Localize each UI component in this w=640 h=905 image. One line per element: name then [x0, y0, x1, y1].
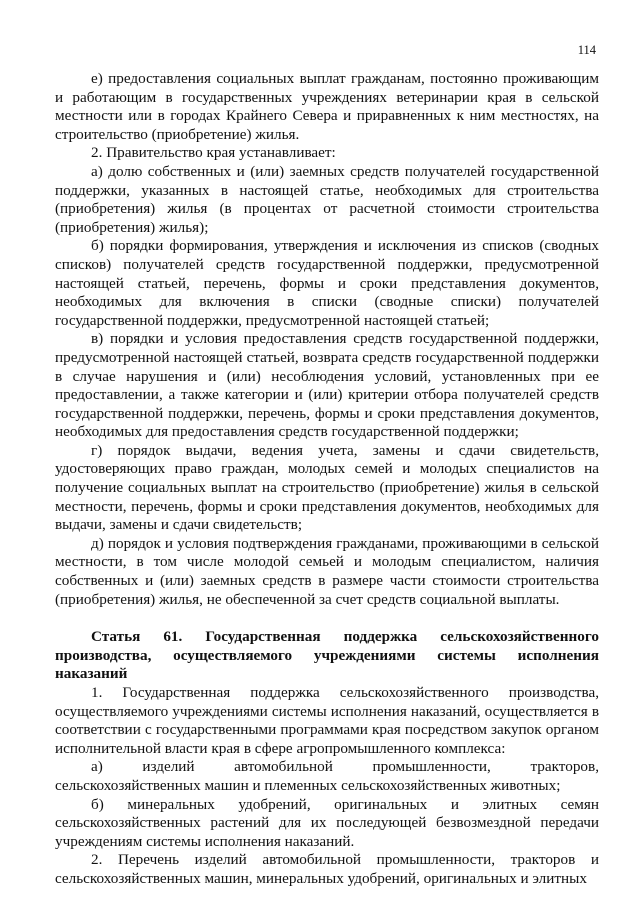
- page-content: [55, 70, 599, 889]
- paragraph-item-b: б) порядки формирования, утверждения и исключения из списков (сводных списков) получателей средств государственной поддержки, предусмотренной настоящей статьей, перечень, формы и сроки представления документов, необходимых для включения в списки (сводные списки) получателей государственной поддержки, предусмотренной настоящей статьей;: [55, 237, 599, 329]
- article-heading: Статья 61. Государственная поддержка сельскохозяйственного производства, осуществляемого учреждениями системы исполнения наказаний: [55, 628, 599, 683]
- paragraph-government-establishes: 2. Правительство края устанавливает:: [91, 144, 336, 162]
- paragraph-item-g: г) порядок выдачи, ведения учета, замены и сдачи свидетельств, удостоверяющих право граждан, молодых семей и молодых специалистов на получение социальных выплат на строительство (приобретение) жилья в сельской местности, перечень, формы и сроки представления документов, необходимых для выдачи, замены и сдачи свидетельств;: [55, 441, 599, 534]
- paragraph-item-v: в) порядки и условия предоставления средств государственной поддержки, предусмотренной настоящей статьей, возврата средств государственной поддержки в случае нарушения и (или) несоблюдения условий, установленных при ее предоставлении, а также категории и (или) критерии отбора получателей средств государственной поддержки, перечень, формы и сроки представления документов, необходимых для предоставления средств государственной поддержки;: [55, 330, 599, 441]
- paragraph-item-a: а) долю собственных и (или) заемных средств получателей государственной поддержки, указанных в настоящей статье, необходимых для строительства (приобретения) жилья (в процентах от расчетной стоимости строительства (приобретения) жилья);: [55, 162, 599, 236]
- page-number: 114: [577, 43, 596, 57]
- paragraph-article-item-a: а) изделий автомобильной промышленности, тракторов, сельскохозяйственных машин и племенных сельскохозяйственных животных;: [55, 758, 599, 794]
- paragraph-item-e: е) предоставления социальных выплат гражданам, постоянно проживающим и работающим в государственных учреждениях ветеринарии края в сельской местности или в городах Крайнего Севера и приравненных к ним местностях, на строительство (приобретение) жилья.: [55, 70, 599, 143]
- paragraph-article-item-b: б) минеральных удобрений, оригинальных и элитных семян сельскохозяйственных растений для их последующей безвозмездной передачи учреждениям системы исполнения наказаний.: [55, 795, 599, 850]
- paragraph-article-point-1: 1. Государственная поддержка сельскохозяйственного производства, осуществляемого учреждениями системы исполнения наказаний, осуществляется в соответствии с государственными программами края посредством закупок органом исполнительной власти края в сфере агропромышленного комплекса:: [55, 684, 599, 757]
- paragraph-article-point-2: 2. Перечень изделий автомобильной промышленности, тракторов и сельскохозяйственных машин, минеральных удобрений, оригинальных и элитных: [55, 851, 599, 887]
- paragraph-item-d: д) порядок и условия подтверждения гражданами, проживающими в сельской местности, в том числе молодой семьей и молодым специалистом, наличия собственных и (или) заемных средств в размере части стоимости строительства (приобретения) жилья, не обеспеченной за счет средств социальной выплаты.: [55, 534, 599, 608]
